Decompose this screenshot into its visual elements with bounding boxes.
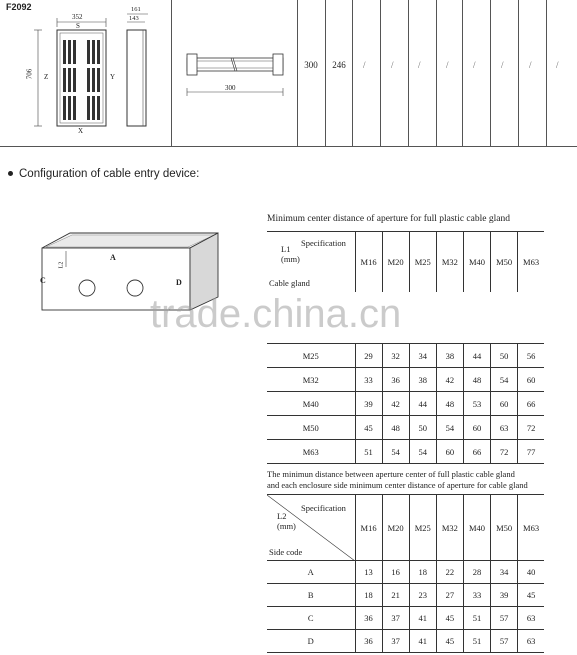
diagonal-line xyxy=(267,495,355,561)
table-cell: 66 xyxy=(463,440,490,464)
table-cell: 39 xyxy=(491,584,518,607)
table1-head-mm: (mm) xyxy=(281,254,300,264)
table-cell: 48 xyxy=(382,416,409,440)
table-cell: 36 xyxy=(355,630,382,653)
table1-corner-header xyxy=(267,232,355,292)
table-cell: 41 xyxy=(409,607,436,630)
section-heading-text: Configuration of cable entry device: xyxy=(19,168,200,180)
table-row xyxy=(267,584,544,607)
table2-col-header: M25 xyxy=(409,495,436,561)
table-cell: 63 xyxy=(518,607,544,630)
table-cell: 53 xyxy=(463,392,490,416)
table1-head-spec: Specification xyxy=(301,238,346,248)
dim-depth1: 161 xyxy=(131,6,141,13)
table2-col-header: M50 xyxy=(491,495,518,561)
table1-head-l: L1 xyxy=(281,244,291,254)
table1-head-gland: Cable gland xyxy=(269,278,310,288)
label-x: X xyxy=(78,127,84,135)
table2-head-l: L2 xyxy=(277,511,287,521)
label-s: S xyxy=(76,22,80,30)
table-cell: 57 xyxy=(491,630,518,653)
table1-col-header: M32 xyxy=(436,232,463,292)
table-cell: 44 xyxy=(409,392,436,416)
table2-row-label: D xyxy=(267,630,355,653)
table-cell: 36 xyxy=(382,368,409,392)
table-cell: 37 xyxy=(382,630,409,653)
table-cell: 32 xyxy=(382,344,409,368)
label-z: Z xyxy=(44,73,49,81)
table1-col-header: M20 xyxy=(382,232,409,292)
table1-title: Minimum center distance of aperture for full plastic cable gland xyxy=(267,214,510,224)
table2-row-label: B xyxy=(267,584,355,607)
table-cell: 41 xyxy=(409,630,436,653)
table-cell: 37 xyxy=(382,607,409,630)
table-cell: 45 xyxy=(436,607,463,630)
table-cell: 54 xyxy=(409,440,436,464)
spec-value-1: 300 xyxy=(304,60,318,70)
table2-col-header: M32 xyxy=(436,495,463,561)
spec-slash: / xyxy=(446,60,449,70)
table-cell: 72 xyxy=(491,440,518,464)
table2-title-line1: The minimun distance between aperture center of full plastic cable gland xyxy=(267,469,515,479)
table-cell: 21 xyxy=(382,584,409,607)
table1-col-header: M63 xyxy=(518,232,544,292)
table2-col-header: M63 xyxy=(518,495,544,561)
box-label-a: A xyxy=(110,253,116,262)
table-cell: 23 xyxy=(409,584,436,607)
table1-col-header: M50 xyxy=(491,232,518,292)
spec-slash: / xyxy=(418,60,421,70)
table2-head-side: Side code xyxy=(269,547,303,557)
table-cell: 54 xyxy=(436,416,463,440)
table-row xyxy=(267,607,544,630)
table1-row-label: M25 xyxy=(267,344,355,368)
table2-col-header: M40 xyxy=(463,495,490,561)
rail-drawing xyxy=(171,0,297,146)
table-cell: 18 xyxy=(355,584,382,607)
table2-head-spec: Specification xyxy=(301,503,346,513)
table2-title xyxy=(267,469,528,491)
dim-height: 706 xyxy=(25,68,34,80)
box-label-c: C xyxy=(40,276,46,285)
table-cell: 13 xyxy=(355,561,382,584)
spec-value-2: 246 xyxy=(332,60,346,70)
table-cell: 51 xyxy=(463,607,490,630)
table-cell: 63 xyxy=(518,630,544,653)
bullet-icon xyxy=(8,171,13,176)
label-y: Y xyxy=(110,73,116,81)
model-label: F2092 xyxy=(6,2,32,12)
table2-row-label: A xyxy=(267,561,355,584)
table-cell: 40 xyxy=(518,561,544,584)
table-cell: 29 xyxy=(355,344,382,368)
spec-slash: / xyxy=(529,60,532,70)
table1-row-label: M50 xyxy=(267,416,355,440)
table-cell: 51 xyxy=(463,630,490,653)
spec-row xyxy=(0,0,577,147)
section-heading xyxy=(8,168,199,180)
table1-row-label: M32 xyxy=(267,368,355,392)
table-row xyxy=(267,392,544,416)
table-cell: 42 xyxy=(436,368,463,392)
table-row xyxy=(267,630,544,653)
rail-length: 300 xyxy=(225,84,236,92)
table-cell: 48 xyxy=(463,368,490,392)
table-cell: 16 xyxy=(382,561,409,584)
table-cell: 36 xyxy=(355,607,382,630)
table-cell: 50 xyxy=(409,416,436,440)
table-cell: 56 xyxy=(518,344,544,368)
watermark-text: trade.china.cn xyxy=(150,292,402,336)
table-cell: 39 xyxy=(355,392,382,416)
box-label-d: D xyxy=(176,278,182,287)
table2-head-mm: (mm) xyxy=(277,521,296,531)
dim-depth2: 143 xyxy=(129,15,139,22)
table-cell: 27 xyxy=(436,584,463,607)
table-cell: 63 xyxy=(491,416,518,440)
aperture-distance-table xyxy=(267,231,544,464)
side-distance-table xyxy=(267,494,544,653)
spec-slash: / xyxy=(473,60,476,70)
spec-slash: / xyxy=(391,60,394,70)
table-cell: 57 xyxy=(491,607,518,630)
table-row xyxy=(267,344,544,368)
dim-width: 352 xyxy=(72,13,83,21)
table-cell: 44 xyxy=(463,344,490,368)
table-cell: 50 xyxy=(491,344,518,368)
table-cell: 45 xyxy=(436,630,463,653)
table-cell: 60 xyxy=(518,368,544,392)
box-label-l2: L2 xyxy=(58,261,65,269)
table-cell: 42 xyxy=(382,392,409,416)
table1-row-label: M63 xyxy=(267,440,355,464)
table-cell: 33 xyxy=(355,368,382,392)
table-cell: 66 xyxy=(518,392,544,416)
table-cell: 60 xyxy=(436,440,463,464)
table-cell: 60 xyxy=(463,416,490,440)
table2-col-header: M16 xyxy=(355,495,382,561)
table-cell: 72 xyxy=(518,416,544,440)
table-cell: 54 xyxy=(491,368,518,392)
table-cell: 18 xyxy=(409,561,436,584)
table-cell: 45 xyxy=(518,584,544,607)
table-cell: 45 xyxy=(355,416,382,440)
table2-col-header: M20 xyxy=(382,495,409,561)
table-row xyxy=(267,561,544,584)
table-cell: 38 xyxy=(436,344,463,368)
table-cell: 28 xyxy=(463,561,490,584)
spec-slash: / xyxy=(363,60,366,70)
table-cell: 22 xyxy=(436,561,463,584)
table-cell: 34 xyxy=(409,344,436,368)
table-cell: 33 xyxy=(463,584,490,607)
table2-corner-header xyxy=(267,495,355,561)
table-cell: 38 xyxy=(409,368,436,392)
table-cell: 54 xyxy=(382,440,409,464)
table-row xyxy=(267,368,544,392)
table-cell: 51 xyxy=(355,440,382,464)
table-row xyxy=(267,416,544,440)
table-cell: 60 xyxy=(491,392,518,416)
table1-col-header: M25 xyxy=(409,232,436,292)
table-cell: 48 xyxy=(436,392,463,416)
table1-col-header: M40 xyxy=(463,232,490,292)
spec-slash: / xyxy=(556,60,559,70)
spec-slash: / xyxy=(501,60,504,70)
table1-row-label: M40 xyxy=(267,392,355,416)
table-row xyxy=(267,440,544,464)
table2-title-line2: and each enclosure side minimum center distance of aperture for cable gland xyxy=(267,480,528,490)
table1-col-header: M16 xyxy=(355,232,382,292)
table2-row-label: C xyxy=(267,607,355,630)
table-cell: 77 xyxy=(518,440,544,464)
table-cell: 34 xyxy=(491,561,518,584)
